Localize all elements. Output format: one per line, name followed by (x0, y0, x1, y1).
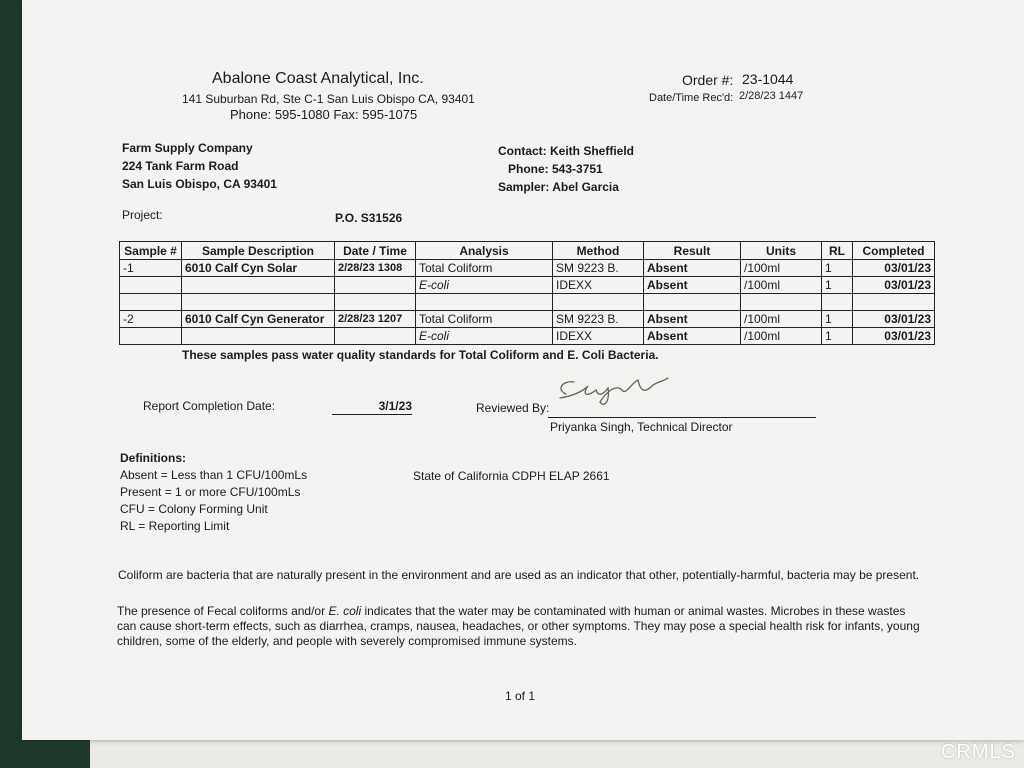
cell-sample-no (120, 328, 182, 345)
lab-phones: Phone: 595-1080 Fax: 595-1075 (230, 107, 418, 122)
client-city: San Luis Obispo, CA 93401 (122, 177, 277, 191)
cell-units (741, 294, 822, 311)
definition-item: CFU = Colony Forming Unit (120, 502, 268, 516)
definition-item: Present = 1 or more CFU/100mLs (120, 485, 301, 499)
cell-result: Absent (644, 260, 741, 277)
cell-method: IDEXX (553, 328, 644, 345)
definition-item: Absent = Less than 1 CFU/100mLs (120, 468, 308, 482)
cell-method: SM 9223 B. (553, 260, 644, 277)
date-received-label: Date/Time Rec'd: (649, 92, 734, 104)
table-row (120, 260, 935, 277)
page-number: 1 of 1 (505, 689, 536, 703)
lab-report-page (22, 0, 1024, 740)
client-street: 224 Tank Farm Road (122, 159, 239, 173)
project-label: Project: (122, 208, 163, 222)
cell-units: /100ml (741, 260, 822, 277)
fecal-text-start: The presence of Fecal coliforms and/or (117, 604, 329, 618)
cell-date-time: 2/28/23 1308 (335, 260, 416, 277)
date-received-value: 2/28/23 1447 (739, 90, 804, 102)
cell-result: Absent (644, 328, 741, 345)
definition-item: RL = Reporting Limit (120, 519, 230, 533)
cell-units: /100ml (741, 328, 822, 345)
cell-result: Absent (644, 277, 741, 294)
cell-analysis: E-coli (416, 277, 553, 294)
cell-sample-no (120, 277, 182, 294)
cell-method: SM 9223 B. (553, 311, 644, 328)
results-table (119, 241, 935, 345)
definitions-block (120, 450, 307, 535)
coliform-paragraph: Coliform are bacteria that are naturally present in the environment and are used as an indicator that other, potentially-harmful, bacteria may be present. (118, 568, 920, 582)
order-number: 23-1044 (742, 71, 794, 87)
cell-description: 6010 Calf Cyn Generator (182, 311, 335, 328)
cell-rl: 1 (822, 328, 853, 345)
cell-description (182, 294, 335, 311)
header-method: Method (553, 242, 644, 260)
cell-analysis: Total Coliform (416, 260, 553, 277)
cell-rl: 1 (822, 260, 853, 277)
cell-rl: 1 (822, 311, 853, 328)
quality-note: These samples pass water quality standards for Total Coliform and E. Coli Bacteria. (182, 348, 659, 362)
cell-result (644, 294, 741, 311)
cell-sample-no: -2 (120, 311, 182, 328)
cell-analysis (416, 294, 553, 311)
watermark: CRMLS (940, 741, 1016, 763)
report-completion-date: 3/1/23 (332, 399, 412, 415)
cell-date-time (335, 328, 416, 345)
cell-analysis: Total Coliform (416, 311, 553, 328)
contact-block (498, 142, 634, 196)
definitions-title: Definitions: (120, 451, 186, 465)
reviewer-name: Priyanka Singh, Technical Director (550, 420, 733, 434)
table-header-row (120, 242, 935, 260)
cell-description (182, 328, 335, 345)
cell-analysis: E-coli (416, 328, 553, 345)
order-label: Order #: (682, 72, 734, 88)
signature-image (552, 372, 682, 412)
table-row (120, 328, 935, 345)
table-row (120, 311, 935, 328)
cell-date-time (335, 277, 416, 294)
header-units: Units (741, 242, 822, 260)
signature-line (548, 417, 816, 418)
under-sheet (90, 736, 1024, 768)
cell-units: /100ml (741, 277, 822, 294)
cell-method (553, 294, 644, 311)
table-row (120, 277, 935, 294)
cell-rl: 1 (822, 277, 853, 294)
sampler-name: Sampler: Abel Garcia (498, 180, 619, 194)
cell-units: /100ml (741, 311, 822, 328)
header-sample-no: Sample # (120, 242, 182, 260)
cell-result: Absent (644, 311, 741, 328)
reviewed-by-label: Reviewed By: (476, 401, 550, 415)
header-result: Result (644, 242, 741, 260)
certification: State of California CDPH ELAP 2661 (413, 469, 610, 483)
header-analysis: Analysis (416, 242, 553, 260)
po-number: P.O. S31526 (335, 211, 403, 225)
cell-date-time (335, 294, 416, 311)
lab-name: Abalone Coast Analytical, Inc. (212, 70, 424, 87)
cell-completed: 03/01/23 (853, 277, 935, 294)
cell-date-time: 2/28/23 1207 (335, 311, 416, 328)
cell-sample-no (120, 294, 182, 311)
cell-completed: 03/01/23 (853, 328, 935, 345)
report-completion-label: Report Completion Date: (143, 399, 276, 413)
cell-completed: 03/01/23 (853, 260, 935, 277)
cell-sample-no: -1 (120, 260, 182, 277)
client-block (122, 139, 277, 193)
header-rl: RL (822, 242, 853, 260)
fecal-text-ecoli: E. coli (328, 604, 362, 618)
cell-completed (853, 294, 935, 311)
cell-description: 6010 Calf Cyn Solar (182, 260, 335, 277)
header-description: Sample Description (182, 242, 335, 260)
cell-rl (822, 294, 853, 311)
contact-phone: Phone: 543-3751 (508, 162, 603, 176)
fecal-text-end: indicates that the water may be contaminated with human or animal wastes. Microbes in these wastes can cause short-term effects, such as diarrhea, cramps, nausea, headaches, or other symptoms. They may pose a special health risk for infants, young children, some of the elderly, and people with severely compromised immune systems. (117, 604, 920, 648)
header-date-time: Date / Time (335, 242, 416, 260)
table-row (120, 294, 935, 311)
contact-name: Contact: Keith Sheffield (498, 144, 635, 158)
cell-completed: 03/01/23 (853, 311, 935, 328)
cell-method: IDEXX (553, 277, 644, 294)
fecal-paragraph (117, 604, 927, 649)
lab-address: 141 Suburban Rd, Ste C-1 San Luis Obispo CA, 93401 (182, 92, 475, 106)
client-name: Farm Supply Company (122, 141, 253, 155)
cell-description (182, 277, 335, 294)
header-completed: Completed (853, 242, 935, 260)
